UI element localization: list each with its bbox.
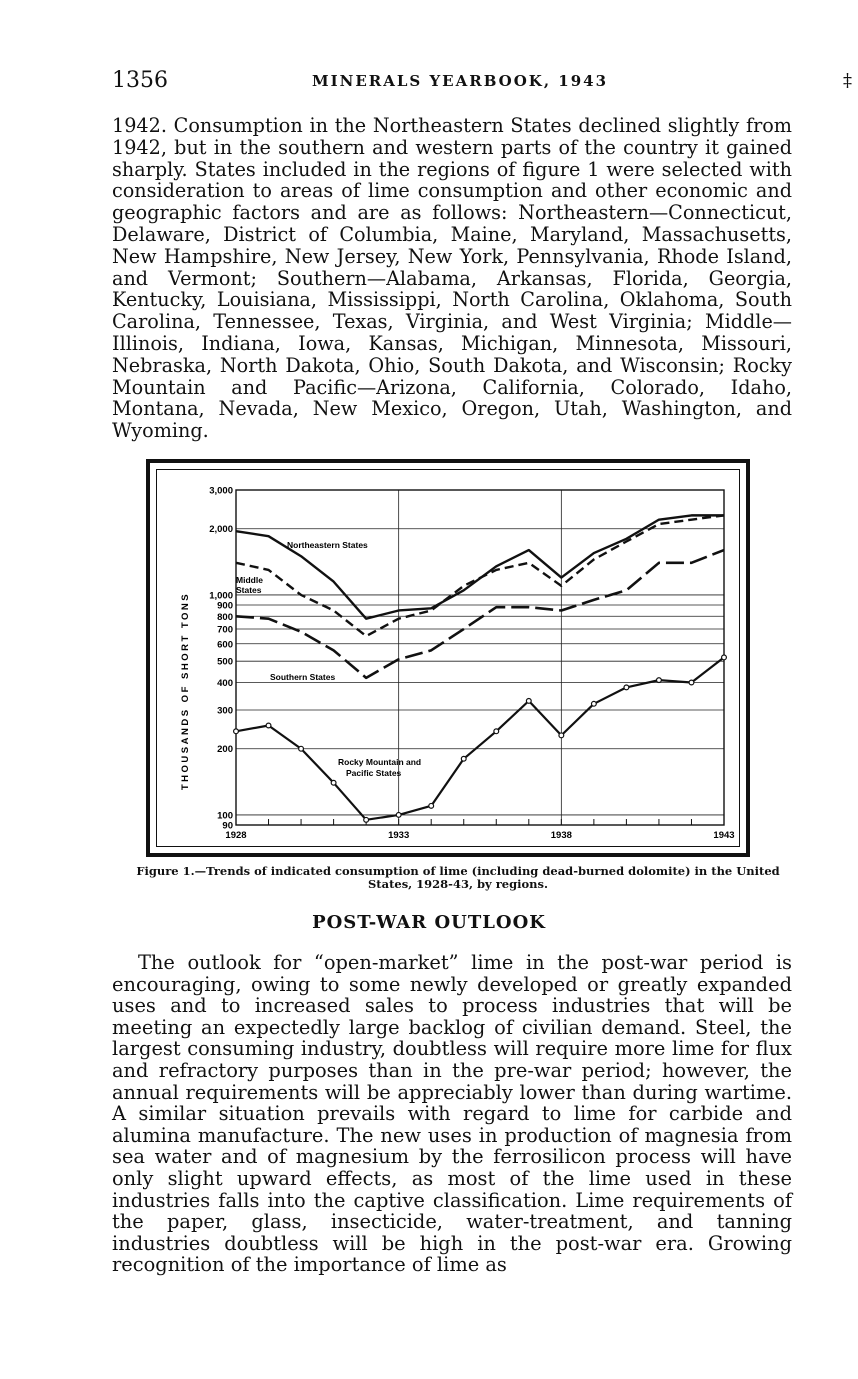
data-point [299, 746, 304, 751]
chart-labels [236, 540, 421, 778]
y-tick-label: 1,000 [209, 590, 233, 602]
y-tick-label: 800 [217, 611, 233, 623]
data-point [559, 733, 564, 738]
page-number: 1356 [112, 68, 168, 93]
x-tick-label: 1943 [713, 830, 735, 841]
data-point [657, 678, 662, 683]
data-point [364, 817, 369, 822]
y-tick-label: 400 [217, 677, 233, 689]
figure-caption: Figure 1.—Trends of indicated consumption of lime (including dead-burned dolomite) in the United States, 1928-43, by regions. [136, 864, 780, 891]
lime-consumption-chart [146, 459, 750, 857]
data-point [494, 729, 499, 734]
chart-series [234, 515, 727, 822]
body-paragraph-outlook: The outlook for “open-market” lime in the post-war period is encouraging, owing to some newly developed or greatly expanded uses and to increased sales to process industries that will be meeting an expectedly large backlog of civilian demand. Steel, the largest consuming industry, doubtless will require more lime for flux and refractory purposes than in the pre-war period; however, the annual requirements will be appreciably lower than during wartime. A similar situation prevails with regard to lime for carbide and alumina manufacture. The new uses in production of magnesia from sea water and of magnesium by the ferrosilicon process will have only slight upward effects, as most of the lime used in these industries falls into the captive classification. Lime requirements of the paper, glass, insecticide, water-treatment, and tanning industries doubtless will be high in the post-war era. Growing recognition of the importance of lime as [112, 951, 792, 1277]
data-point [722, 655, 727, 660]
series-label-middle: States [236, 585, 262, 595]
corner-mark: ‡ [843, 70, 852, 91]
data-point [689, 680, 694, 685]
data-point [429, 803, 434, 808]
section-heading: POST-WAR OUTLOOK [312, 912, 546, 933]
y-tick-label: 700 [217, 624, 233, 636]
body-paragraph-regions: 1942. Consumption in the Northeastern States declined slightly from 1942, but in the southern and western parts of the country it gained sharply. States included in the regions of figure 1 were selected with consideration to areas of lime consumption and other economic and geographic factors and are as follows: Northeastern—Connecticut, Delaware, District of Columbia, Maine, Maryland, Massachusetts, New Hampshire, New Jersey, New York, Pennsylvania, Rhode Island, and Vermont; Southern—Alabama, Arkansas, Florida, Georgia, Kentucky, Louisiana, Mississippi, North Carolina, Oklahoma, South Carolina, Tennessee, Texas, Virginia, and West Virginia; Middle—Illinois, Indiana, Iowa, Kansas, Michigan, Minnesota, Missouri, Nebraska, North Dakota, Ohio, South Dakota, and Wisconsin; Rocky Mountain and Pacific—Arizona, California, Colorado, Idaho, Montana, Nevada, New Mexico, Oregon, Utah, Washington, and Wyoming. [112, 114, 792, 443]
chart-axes [209, 486, 734, 842]
data-point [591, 701, 596, 706]
y-tick-label: 200 [217, 744, 233, 756]
series-line [236, 515, 724, 618]
data-point [526, 698, 531, 703]
data-point [461, 756, 466, 761]
y-tick-label: 900 [217, 600, 233, 612]
data-point [331, 780, 336, 785]
running-title: MINERALS YEARBOOK, 1943 [312, 72, 609, 90]
data-point [624, 685, 629, 690]
y-tick-label: 600 [217, 639, 233, 651]
series-line [236, 550, 724, 678]
series-label-northeastern: Northeastern States [287, 540, 368, 550]
series-label-middle: Middle [236, 575, 263, 585]
y-tick-label: 300 [217, 705, 233, 717]
page-header [112, 66, 852, 100]
series-label-rocky: Rocky Mountain and [338, 757, 422, 767]
y-tick-label: 90 [222, 820, 233, 832]
x-tick-label: 1928 [225, 830, 247, 841]
y-tick-label: 3,000 [209, 485, 233, 497]
series-label-rocky: Pacific States [346, 768, 402, 778]
x-tick-label: 1933 [388, 830, 410, 841]
y-tick-label: 100 [217, 810, 233, 822]
data-point [396, 813, 401, 818]
data-point [234, 729, 239, 734]
y-tick-label: 2,000 [209, 524, 233, 536]
y-axis-label: THOUSANDS OF SHORT TONS [180, 591, 191, 791]
y-tick-label: 500 [217, 656, 233, 668]
data-point [266, 723, 271, 728]
x-tick-label: 1938 [550, 830, 572, 841]
series-label-southern: Southern States [270, 672, 336, 682]
